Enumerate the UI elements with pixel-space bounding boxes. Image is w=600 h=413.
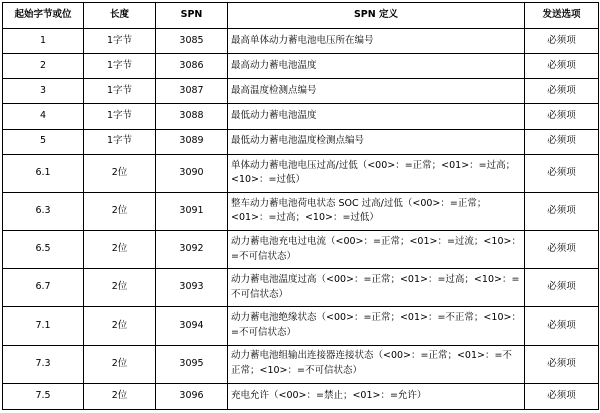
cell-spn: 3089 bbox=[156, 129, 228, 154]
cell-definition: 动力蓄电池绝缘状态（<00>：=正常；<01>：=不正常；<10>：=不可信状态） bbox=[228, 307, 525, 345]
table-row bbox=[3, 383, 599, 409]
cell-start: 1 bbox=[3, 29, 84, 54]
cell-spn: 3085 bbox=[156, 29, 228, 54]
cell-start: 6.5 bbox=[3, 231, 84, 269]
cell-length: 1字节 bbox=[84, 29, 156, 54]
header-start-byte: 起始字节或位 bbox=[3, 3, 84, 29]
table-row bbox=[3, 307, 599, 345]
cell-start: 6.3 bbox=[3, 192, 84, 230]
table-row bbox=[3, 269, 599, 307]
cell-option: 必须项 bbox=[525, 345, 599, 383]
cell-spn: 3093 bbox=[156, 269, 228, 307]
table-row bbox=[3, 231, 599, 269]
table-row bbox=[3, 192, 599, 230]
cell-option: 必须项 bbox=[525, 383, 599, 409]
header-length: 长度 bbox=[84, 3, 156, 29]
cell-definition: 充电允许（<00>：=禁止；<01>：=允许） bbox=[228, 383, 525, 409]
cell-spn: 3091 bbox=[156, 192, 228, 230]
cell-option: 必须项 bbox=[525, 269, 599, 307]
cell-start: 6.7 bbox=[3, 269, 84, 307]
cell-spn: 3086 bbox=[156, 54, 228, 79]
cell-length: 2位 bbox=[84, 269, 156, 307]
cell-option: 必须项 bbox=[525, 154, 599, 192]
cell-length: 2位 bbox=[84, 383, 156, 409]
cell-start: 7.3 bbox=[3, 345, 84, 383]
table-row bbox=[3, 79, 599, 104]
cell-definition: 最低动力蓄电池温度 bbox=[228, 104, 525, 129]
cell-length: 2位 bbox=[84, 345, 156, 383]
cell-option: 必须项 bbox=[525, 54, 599, 79]
cell-length: 2位 bbox=[84, 154, 156, 192]
table-header-row bbox=[3, 3, 599, 29]
cell-definition: 最低动力蓄电池温度检测点编号 bbox=[228, 129, 525, 154]
cell-start: 4 bbox=[3, 104, 84, 129]
table-row bbox=[3, 104, 599, 129]
cell-start: 5 bbox=[3, 129, 84, 154]
cell-length: 2位 bbox=[84, 231, 156, 269]
cell-option: 必须项 bbox=[525, 129, 599, 154]
cell-length: 1字节 bbox=[84, 129, 156, 154]
table-row bbox=[3, 54, 599, 79]
table-row bbox=[3, 345, 599, 383]
table-row bbox=[3, 154, 599, 192]
cell-definition: 最高单体动力蓄电池电压所在编号 bbox=[228, 29, 525, 54]
cell-length: 1字节 bbox=[84, 104, 156, 129]
cell-option: 必须项 bbox=[525, 307, 599, 345]
cell-definition: 最高温度检测点编号 bbox=[228, 79, 525, 104]
cell-length: 1字节 bbox=[84, 54, 156, 79]
cell-option: 必须项 bbox=[525, 79, 599, 104]
cell-start: 6.1 bbox=[3, 154, 84, 192]
cell-definition: 动力蓄电池组输出连接器连接状态（<00>：=正常；<01>：=不正常；<10>：=不可信状态） bbox=[228, 345, 525, 383]
header-spn: SPN bbox=[156, 3, 228, 29]
cell-spn: 3092 bbox=[156, 231, 228, 269]
cell-start: 7.5 bbox=[3, 383, 84, 409]
header-spn-definition: SPN 定义 bbox=[228, 3, 525, 29]
cell-length: 2位 bbox=[84, 192, 156, 230]
cell-option: 必须项 bbox=[525, 104, 599, 129]
cell-spn: 3094 bbox=[156, 307, 228, 345]
table-row bbox=[3, 129, 599, 154]
cell-spn: 3090 bbox=[156, 154, 228, 192]
cell-spn: 3095 bbox=[156, 345, 228, 383]
cell-start: 3 bbox=[3, 79, 84, 104]
spn-definition-table bbox=[2, 2, 599, 410]
cell-spn: 3087 bbox=[156, 79, 228, 104]
table-row bbox=[3, 29, 599, 54]
cell-definition: 整车动力蓄电池荷电状态 SOC 过高/过低（<00>：=正常；<01>：=过高；<10>：=过低） bbox=[228, 192, 525, 230]
cell-start: 2 bbox=[3, 54, 84, 79]
cell-length: 1字节 bbox=[84, 79, 156, 104]
cell-spn: 3096 bbox=[156, 383, 228, 409]
cell-definition: 单体动力蓄电池电压过高/过低（<00>：=正常；<01>：=过高；<10>：=过低） bbox=[228, 154, 525, 192]
cell-option: 必须项 bbox=[525, 231, 599, 269]
cell-start: 7.1 bbox=[3, 307, 84, 345]
header-send-option: 发送选项 bbox=[525, 3, 599, 29]
cell-definition: 动力蓄电池充电过电流（<00>：=正常；<01>：=过流；<10>：=不可信状态） bbox=[228, 231, 525, 269]
cell-spn: 3088 bbox=[156, 104, 228, 129]
cell-definition: 动力蓄电池温度过高（<00>：=正常；<01>：=过高；<10>：=不可信状态） bbox=[228, 269, 525, 307]
cell-option: 必须项 bbox=[525, 29, 599, 54]
cell-length: 2位 bbox=[84, 307, 156, 345]
cell-definition: 最高动力蓄电池温度 bbox=[228, 54, 525, 79]
cell-option: 必须项 bbox=[525, 192, 599, 230]
